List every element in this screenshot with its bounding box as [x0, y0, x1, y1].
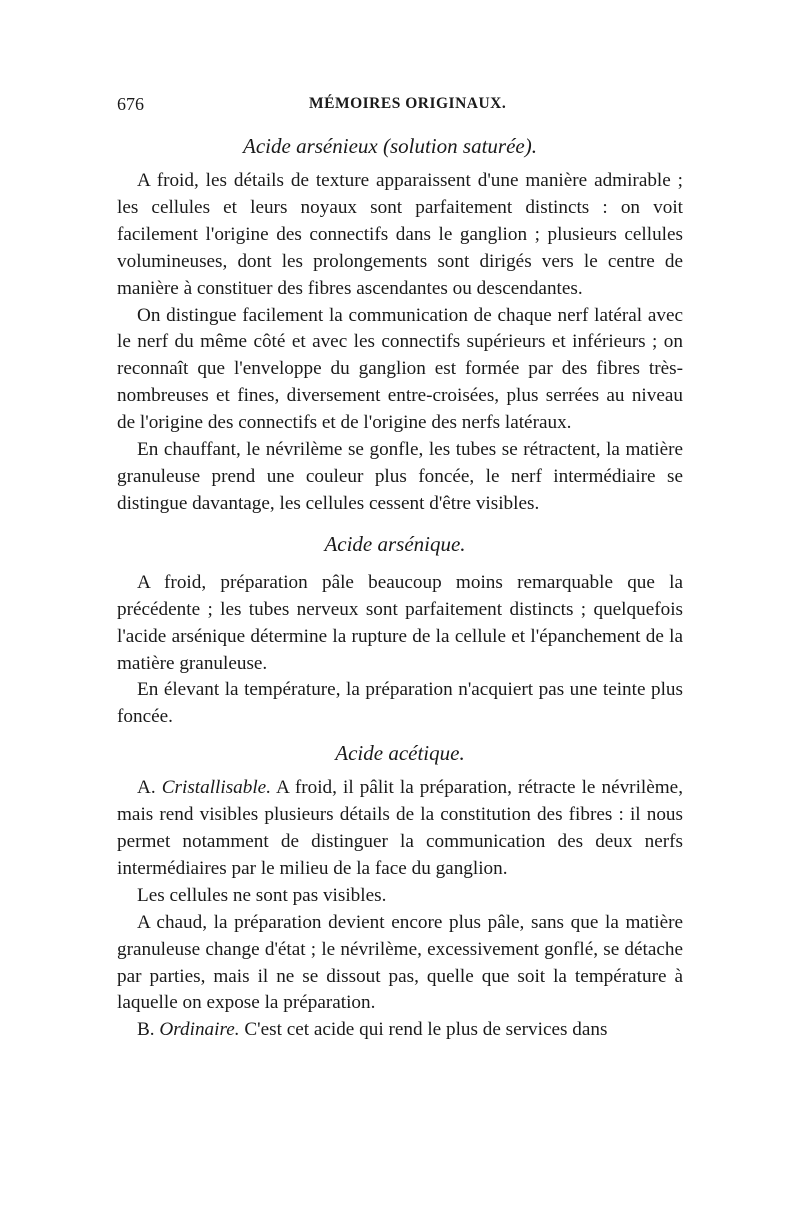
- section-heading-acide-arsenieux: Acide arsénieux (solution saturée).: [243, 134, 537, 158]
- paragraph-ordinaire: [117, 1017, 683, 1044]
- item-title: Ordinaire.: [159, 1019, 240, 1041]
- running-head: [117, 92, 683, 122]
- page-number: 676: [117, 94, 144, 114]
- item-title: Cristallisable.: [161, 777, 271, 799]
- paragraph-cristallisable: [117, 775, 683, 883]
- paragraph: On distingue facilement la communication de chaque nerf latéral avec le nerf du même côté et avec les connectifs supérieurs et inférieurs ; on reconnaît que l'enveloppe du ganglion est formée par des fibres très-nombreuses et fines, diversement entre-croisées, plus serrées au niveau de l'origine des connectifs et de l'origine des nerfs latéraux.: [117, 304, 683, 434]
- section-heading-acide-acetique: Acide acétique.: [335, 741, 465, 766]
- item-letter: A.: [137, 777, 162, 799]
- book-page: [117, 92, 683, 1044]
- section-heading-acide-arsenique: Acide arsénique.: [324, 531, 466, 556]
- running-title: MÉMOIRES ORIGINAUX.: [309, 95, 507, 112]
- paragraph: A froid, les détails de texture apparaissent d'une manière admirable ; les cellules et leurs noyaux sont parfaitement distincts : on voit facilement l'origine des connectifs dans le ganglion ; plusieurs cellules volumineuses, dont les prolongements sont dirigés vers le centre de manière à constituer des fibres ascendantes ou descendantes.: [117, 170, 683, 299]
- paragraph: A chaud, la préparation devient encore plus pâle, sans que la matière granuleuse change d'état ; le névrilème, excessivement gonflé, se détache par parties, mais il ne se dissout pas, quelle que soit la température à laquelle on expose la préparation.: [117, 911, 683, 1014]
- paragraph: En élevant la température, la préparation n'acquiert pas une teinte plus foncée.: [117, 679, 683, 728]
- paragraph: En chauffant, le névrilème se gonfle, les tubes se rétractent, la matière granuleuse prend une couleur plus foncée, le nerf intermédiaire se distingue davantage, les cellules cessent d'être visibles.: [117, 439, 683, 514]
- paragraph: Les cellules ne sont pas visibles.: [137, 884, 387, 906]
- item-letter: B.: [137, 1019, 160, 1041]
- item-text: A froid, il pâlit la préparation, rétracte le névrilème, mais rend visibles plusieurs détails de la constitution des fibres : il nous permet notamment de distinguer la communication des deux nerfs intermédiaires par le milieu de la face du ganglion.: [117, 777, 683, 879]
- paragraph: A froid, préparation pâle beaucoup moins remarquable que la précédente ; les tubes nerveux sont parfaitement distincts ; quelquefois l'acide arsénique détermine la rupture de la cellule et l'épanchement de la matière granuleuse.: [117, 571, 683, 674]
- item-text: C'est cet acide qui rend le plus de services dans: [239, 1019, 608, 1041]
